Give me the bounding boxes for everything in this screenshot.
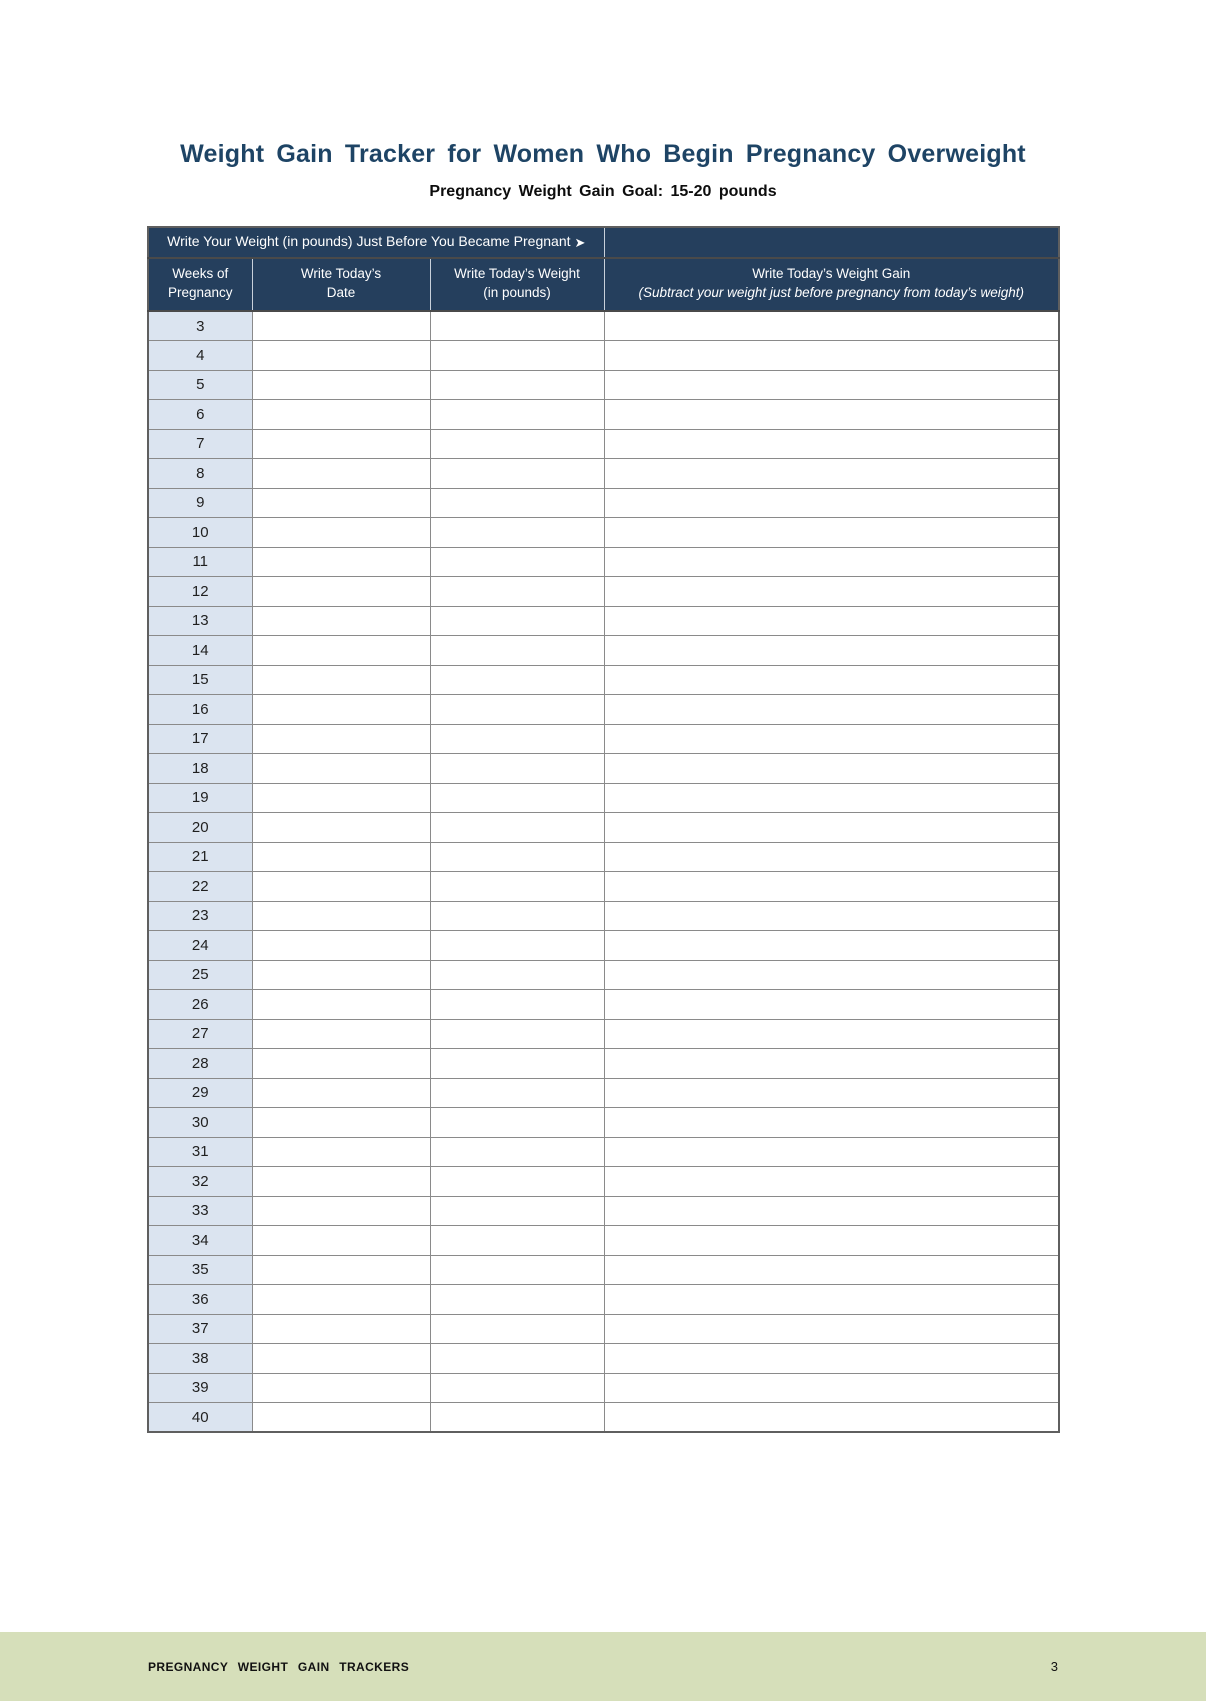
table-row — [148, 1167, 1059, 1197]
table-row — [148, 1078, 1059, 1108]
table-row — [148, 547, 1059, 577]
table-row — [148, 1196, 1059, 1226]
weight-tracker-table — [147, 226, 1060, 1433]
week-cell: 21 — [148, 842, 252, 872]
col-header-weight-gain — [604, 258, 1059, 311]
gain-cell[interactable] — [604, 813, 1059, 843]
banner-instruction-label: Write Your Weight (in pounds) Just Before You Became Pregnant — [167, 233, 571, 249]
date-cell[interactable] — [252, 960, 430, 990]
col-header-date-line1: Write Today’s — [300, 265, 382, 281]
table-body — [148, 311, 1059, 1432]
col-header-weeks-line1: Weeks of — [172, 265, 229, 281]
col-header-date — [252, 258, 430, 311]
date-cell[interactable] — [252, 1049, 430, 1079]
table-row — [148, 518, 1059, 548]
weight-cell[interactable] — [430, 311, 604, 341]
gain-cell[interactable] — [604, 341, 1059, 371]
table-row — [148, 1108, 1059, 1138]
gain-cell[interactable] — [604, 1403, 1059, 1433]
date-cell[interactable] — [252, 783, 430, 813]
weight-cell[interactable] — [430, 606, 604, 636]
col-header-weight-gain-line1: Write Today’s Weight Gain — [752, 265, 911, 281]
date-cell[interactable] — [252, 813, 430, 843]
table-row — [148, 665, 1059, 695]
date-cell[interactable] — [252, 931, 430, 961]
gain-cell[interactable] — [604, 370, 1059, 400]
week-cell: 31 — [148, 1137, 252, 1167]
gain-cell[interactable] — [604, 1255, 1059, 1285]
date-cell[interactable] — [252, 341, 430, 371]
week-cell: 39 — [148, 1373, 252, 1403]
table-row — [148, 370, 1059, 400]
table-row — [148, 1344, 1059, 1374]
weight-cell[interactable] — [430, 1314, 604, 1344]
gain-cell[interactable] — [604, 931, 1059, 961]
weight-cell[interactable] — [430, 960, 604, 990]
page-title: Weight Gain Tracker for Women Who Begin Pregnancy Overweight — [180, 140, 1026, 168]
table-row — [148, 872, 1059, 902]
week-cell: 27 — [148, 1019, 252, 1049]
col-header-weeks-line2: Pregnancy — [167, 284, 233, 300]
date-cell[interactable] — [252, 842, 430, 872]
table-row — [148, 1373, 1059, 1403]
col-header-weight-gain-line2: (Subtract your weight just before pregnancy from today’s weight) — [638, 284, 1024, 300]
column-header-row — [148, 258, 1059, 311]
date-cell[interactable] — [252, 547, 430, 577]
table-row — [148, 429, 1059, 459]
week-cell: 13 — [148, 606, 252, 636]
col-header-weeks — [148, 258, 252, 311]
weight-cell[interactable] — [430, 341, 604, 371]
date-cell[interactable] — [252, 1167, 430, 1197]
table-row — [148, 1285, 1059, 1315]
footer — [0, 1632, 1206, 1701]
week-cell: 18 — [148, 754, 252, 784]
page-subtitle: Pregnancy Weight Gain Goal: 15-20 pounds — [429, 183, 777, 200]
gain-cell[interactable] — [604, 1196, 1059, 1226]
gain-cell[interactable] — [604, 311, 1059, 341]
week-cell: 10 — [148, 518, 252, 548]
week-cell: 3 — [148, 311, 252, 341]
weight-cell[interactable] — [430, 931, 604, 961]
date-cell[interactable] — [252, 1196, 430, 1226]
gain-cell[interactable] — [604, 724, 1059, 754]
gain-cell[interactable] — [604, 577, 1059, 607]
week-cell: 4 — [148, 341, 252, 371]
table-row — [148, 311, 1059, 341]
week-cell: 12 — [148, 577, 252, 607]
weight-cell[interactable] — [430, 1078, 604, 1108]
col-header-weight-line1: Write Today’s Weight — [454, 265, 580, 281]
weight-cell[interactable] — [430, 1137, 604, 1167]
date-cell[interactable] — [252, 1137, 430, 1167]
week-cell: 17 — [148, 724, 252, 754]
week-cell: 26 — [148, 990, 252, 1020]
table-row — [148, 1137, 1059, 1167]
date-cell[interactable] — [252, 370, 430, 400]
weight-cell[interactable] — [430, 872, 604, 902]
date-cell[interactable] — [252, 990, 430, 1020]
table-row — [148, 459, 1059, 489]
week-cell: 6 — [148, 400, 252, 430]
banner-row — [148, 227, 1059, 258]
week-cell: 40 — [148, 1403, 252, 1433]
week-cell: 11 — [148, 547, 252, 577]
gain-cell[interactable] — [604, 1108, 1059, 1138]
banner-instruction — [148, 227, 604, 258]
gain-cell[interactable] — [604, 636, 1059, 666]
weight-cell[interactable] — [430, 518, 604, 548]
weight-cell[interactable] — [430, 1285, 604, 1315]
table-row — [148, 813, 1059, 843]
week-cell: 25 — [148, 960, 252, 990]
date-cell[interactable] — [252, 1403, 430, 1433]
gain-cell[interactable] — [604, 695, 1059, 725]
weight-cell[interactable] — [430, 1255, 604, 1285]
weight-cell[interactable] — [430, 1019, 604, 1049]
document-page — [0, 140, 1206, 1674]
gain-cell[interactable] — [604, 1019, 1059, 1049]
table-row — [148, 724, 1059, 754]
gain-cell[interactable] — [604, 842, 1059, 872]
gain-cell[interactable] — [604, 400, 1059, 430]
weight-cell[interactable] — [430, 370, 604, 400]
weight-cell[interactable] — [430, 783, 604, 813]
date-cell[interactable] — [252, 665, 430, 695]
table-row — [148, 1049, 1059, 1079]
week-cell: 32 — [148, 1167, 252, 1197]
gain-cell[interactable] — [604, 901, 1059, 931]
date-cell[interactable] — [252, 754, 430, 784]
table-row — [148, 1019, 1059, 1049]
gain-cell[interactable] — [604, 754, 1059, 784]
week-cell: 34 — [148, 1226, 252, 1256]
weight-cell[interactable] — [430, 1108, 604, 1138]
table-row — [148, 1226, 1059, 1256]
weight-cell[interactable] — [430, 901, 604, 931]
table-row — [148, 1314, 1059, 1344]
week-cell: 14 — [148, 636, 252, 666]
date-cell[interactable] — [252, 606, 430, 636]
date-cell[interactable] — [252, 488, 430, 518]
date-cell[interactable] — [252, 901, 430, 931]
gain-cell[interactable] — [604, 960, 1059, 990]
date-cell[interactable] — [252, 724, 430, 754]
col-header-weight — [430, 258, 604, 311]
table-row — [148, 695, 1059, 725]
weight-cell[interactable] — [430, 1049, 604, 1079]
week-cell: 38 — [148, 1344, 252, 1374]
table-row — [148, 636, 1059, 666]
date-cell[interactable] — [252, 636, 430, 666]
weight-cell[interactable] — [430, 429, 604, 459]
gain-cell[interactable] — [604, 990, 1059, 1020]
week-cell: 16 — [148, 695, 252, 725]
table-row — [148, 754, 1059, 784]
date-cell[interactable] — [252, 1226, 430, 1256]
date-cell[interactable] — [252, 1255, 430, 1285]
week-cell: 29 — [148, 1078, 252, 1108]
gain-cell[interactable] — [604, 1167, 1059, 1197]
week-cell: 22 — [148, 872, 252, 902]
date-cell[interactable] — [252, 872, 430, 902]
gain-cell[interactable] — [604, 459, 1059, 489]
gain-cell[interactable] — [604, 488, 1059, 518]
weight-cell[interactable] — [430, 754, 604, 784]
table-row — [148, 990, 1059, 1020]
weight-cell[interactable] — [430, 459, 604, 489]
table-row — [148, 577, 1059, 607]
weight-cell[interactable] — [430, 813, 604, 843]
weight-cell[interactable] — [430, 400, 604, 430]
date-cell[interactable] — [252, 1344, 430, 1374]
gain-cell[interactable] — [604, 1373, 1059, 1403]
table-row — [148, 1255, 1059, 1285]
weight-cell[interactable] — [430, 724, 604, 754]
date-cell[interactable] — [252, 311, 430, 341]
week-cell: 24 — [148, 931, 252, 961]
date-cell[interactable] — [252, 1019, 430, 1049]
date-cell[interactable] — [252, 459, 430, 489]
col-header-date-line2: Date — [326, 284, 356, 300]
gain-cell[interactable] — [604, 1049, 1059, 1079]
date-cell[interactable] — [252, 1108, 430, 1138]
week-cell: 33 — [148, 1196, 252, 1226]
table-row — [148, 1403, 1059, 1433]
week-cell: 8 — [148, 459, 252, 489]
gain-cell[interactable] — [604, 518, 1059, 548]
table-row — [148, 901, 1059, 931]
date-cell[interactable] — [252, 1373, 430, 1403]
week-cell: 37 — [148, 1314, 252, 1344]
table-row — [148, 931, 1059, 961]
table-row — [148, 341, 1059, 371]
weight-cell[interactable] — [430, 990, 604, 1020]
weight-cell[interactable] — [430, 577, 604, 607]
weight-cell[interactable] — [430, 1226, 604, 1256]
col-header-weight-line2: (in pounds) — [483, 284, 551, 300]
weight-cell[interactable] — [430, 547, 604, 577]
gain-cell[interactable] — [604, 1137, 1059, 1167]
table-row — [148, 400, 1059, 430]
weight-cell[interactable] — [430, 1344, 604, 1374]
week-cell: 9 — [148, 488, 252, 518]
table-row — [148, 960, 1059, 990]
prepregnancy-weight-cell[interactable] — [604, 227, 1059, 258]
date-cell[interactable] — [252, 577, 430, 607]
date-cell[interactable] — [252, 429, 430, 459]
gain-cell[interactable] — [604, 665, 1059, 695]
date-cell[interactable] — [252, 400, 430, 430]
weight-cell[interactable] — [430, 842, 604, 872]
page-number: 3 — [1050, 1659, 1058, 1674]
gain-cell[interactable] — [604, 1226, 1059, 1256]
week-cell: 20 — [148, 813, 252, 843]
weight-cell[interactable] — [430, 1373, 604, 1403]
week-cell: 15 — [148, 665, 252, 695]
weight-cell[interactable] — [430, 488, 604, 518]
arrow-right-icon: ➤ — [574, 234, 586, 250]
week-cell: 19 — [148, 783, 252, 813]
week-cell: 30 — [148, 1108, 252, 1138]
footer-title: PREGNANCY WEIGHT GAIN TRACKERS — [148, 1659, 410, 1674]
gain-cell[interactable] — [604, 429, 1059, 459]
gain-cell[interactable] — [604, 1344, 1059, 1374]
gain-cell[interactable] — [604, 1314, 1059, 1344]
table-row — [148, 488, 1059, 518]
weight-cell[interactable] — [430, 1196, 604, 1226]
date-cell[interactable] — [252, 518, 430, 548]
weight-cell[interactable] — [430, 695, 604, 725]
week-cell: 36 — [148, 1285, 252, 1315]
week-cell: 7 — [148, 429, 252, 459]
gain-cell[interactable] — [604, 783, 1059, 813]
gain-cell[interactable] — [604, 1285, 1059, 1315]
gain-cell[interactable] — [604, 872, 1059, 902]
date-cell[interactable] — [252, 1078, 430, 1108]
table-row — [148, 842, 1059, 872]
week-cell: 28 — [148, 1049, 252, 1079]
gain-cell[interactable] — [604, 606, 1059, 636]
gain-cell[interactable] — [604, 547, 1059, 577]
week-cell: 35 — [148, 1255, 252, 1285]
weight-cell[interactable] — [430, 665, 604, 695]
weight-cell[interactable] — [430, 636, 604, 666]
week-cell: 23 — [148, 901, 252, 931]
table-row — [148, 783, 1059, 813]
table-row — [148, 606, 1059, 636]
date-cell[interactable] — [252, 1285, 430, 1315]
week-cell: 5 — [148, 370, 252, 400]
date-cell[interactable] — [252, 1314, 430, 1344]
weight-cell[interactable] — [430, 1167, 604, 1197]
gain-cell[interactable] — [604, 1078, 1059, 1108]
date-cell[interactable] — [252, 695, 430, 725]
weight-cell[interactable] — [430, 1403, 604, 1433]
